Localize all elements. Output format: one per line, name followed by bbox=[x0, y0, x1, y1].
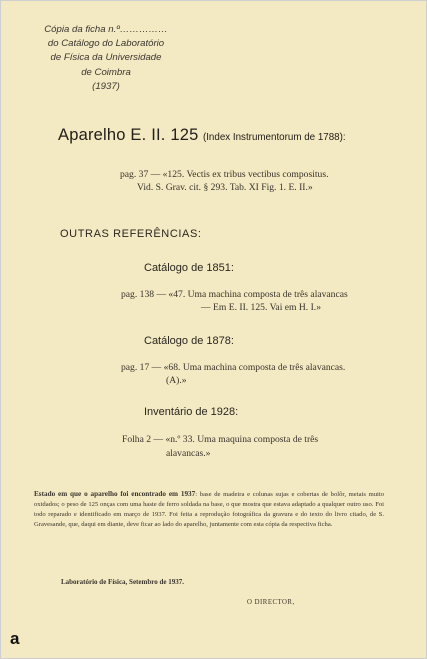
inventory-1928-line: alavancas.» bbox=[166, 448, 211, 459]
apparatus-name: Aparelho E. II. 125 bbox=[58, 126, 199, 144]
figure-panel-label: a bbox=[10, 629, 20, 648]
other-references-heading: OUTRAS REFERÊNCIAS: bbox=[60, 228, 202, 240]
footer-director: O DIRECTOR, bbox=[247, 599, 295, 606]
header-line: do Catálogo do Laboratório bbox=[47, 38, 165, 50]
catalog-1851-line: pag. 138 — «47. Uma machina composta de três alavancas bbox=[121, 289, 348, 300]
catalog-1851-line: — Em E. II. 125. Vai em H. I.» bbox=[201, 302, 321, 313]
catalog-1878-heading: Catálogo de 1878: bbox=[144, 335, 234, 347]
apparatus-title bbox=[58, 126, 346, 145]
apparatus-source: (Index Instrumentorum de 1788): bbox=[202, 132, 346, 143]
condition-paragraph bbox=[34, 489, 384, 530]
index-entry-line: Vid. S. Grav. cit. § 293. Tab. XI Fig. 1. E. II.» bbox=[137, 182, 313, 193]
inventory-1928-line: Folha 2 — «n.º 33. Uma maquina composta de três bbox=[122, 434, 319, 445]
catalog-1878-line: (A).» bbox=[166, 375, 187, 386]
inventory-1928-heading: Inventário de 1928: bbox=[144, 406, 239, 418]
catalog-header bbox=[29, 23, 183, 94]
catalog-1878-line: pag. 17 — «68. Uma machina composta de três alavancas. bbox=[121, 362, 346, 373]
condition-lead: Estado em que o aparelho foi encontrado em 1937 bbox=[34, 490, 196, 498]
catalog-1851-heading: Catálogo de 1851: bbox=[144, 262, 234, 274]
index-entry-line: pag. 37 — «125. Vectis ex tribus vectibus compositus. bbox=[120, 169, 329, 180]
footer-place-date: Laboratório de Física, Setembro de 1937. bbox=[61, 578, 184, 586]
header-line: de Física da Universidade bbox=[50, 52, 162, 64]
header-line: Cópia da ficha n.º…………… bbox=[44, 24, 168, 35]
header-line: (1937) bbox=[92, 80, 120, 92]
condition-text: : base de madeira e colunas sujas e cobertas de bolôr, metais muito oxidados; o peso de 125 onças com uma haste de ferro soldada na base, o que mostra que estava adaptado a qualquer outro uso. Foi todo reparado e identificado em março de 1937. Foi feita a reprodução fotográfica da gravura e do texto do livro citado, de S. Gravesande, que, daqui em diante, deve ficar ao lado do aparelho, juntamente com esta cópia da respectiva ficha. bbox=[34, 491, 384, 528]
header-line: de Coimbra bbox=[81, 66, 131, 78]
